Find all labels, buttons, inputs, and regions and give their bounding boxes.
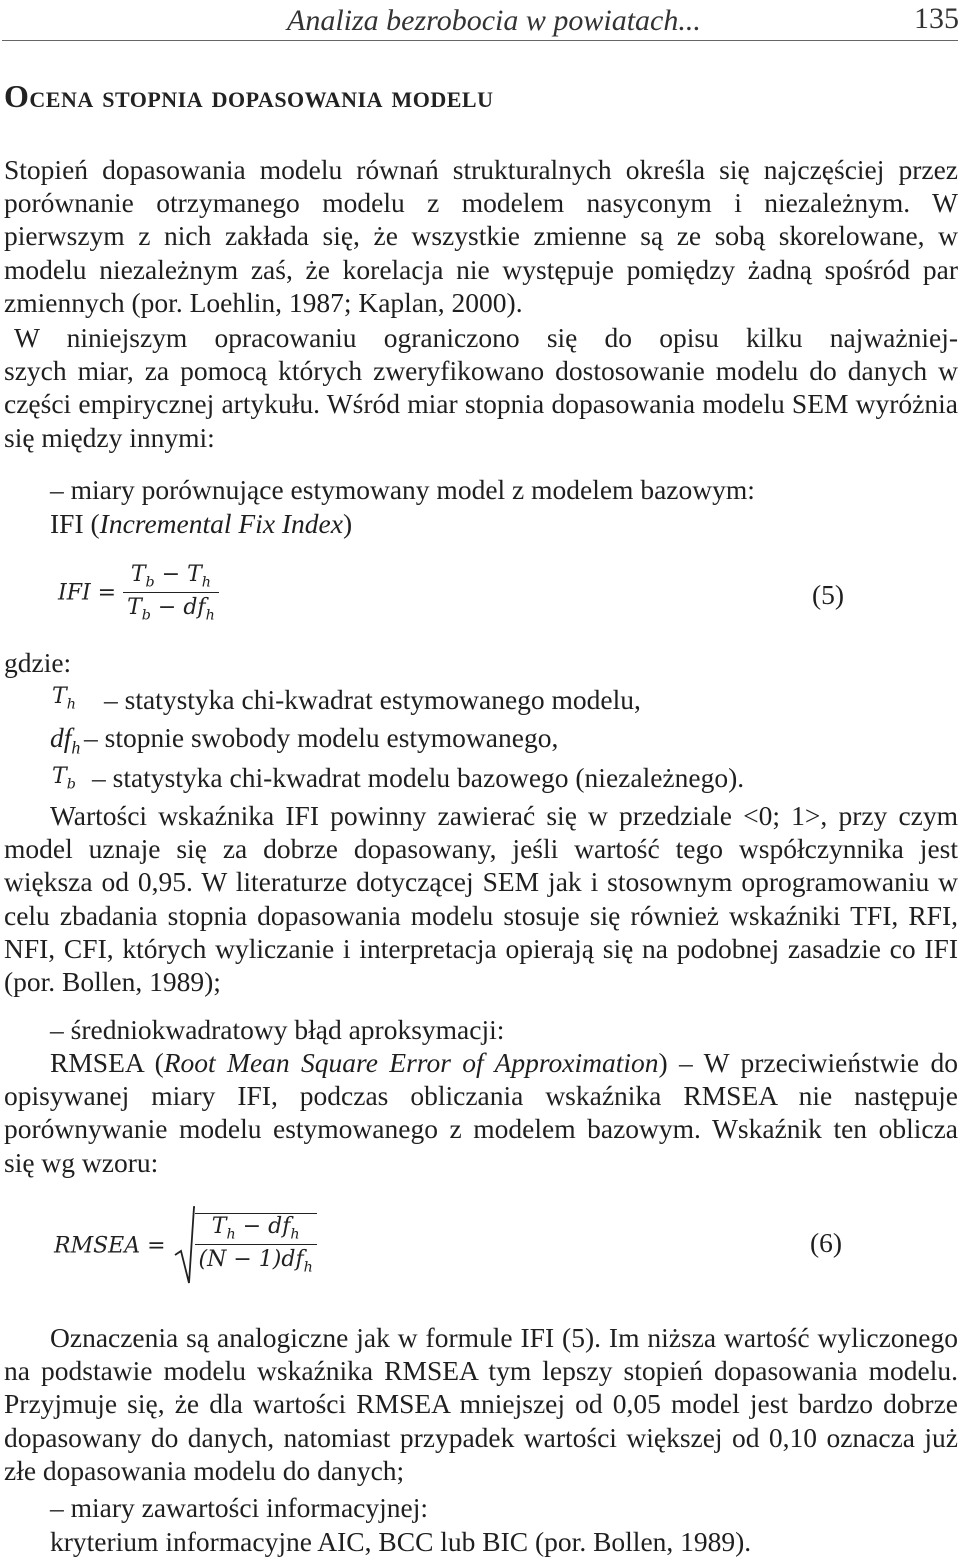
def-symbol-tb: $T_b$ bbox=[52, 764, 76, 793]
where-label: gdzie: bbox=[4, 647, 72, 678]
section-heading: Ocena stopnia dopasowania modelu bbox=[4, 78, 494, 114]
header-rule bbox=[2, 40, 958, 41]
ifi-def-italic: Incremental Fix Index bbox=[99, 508, 343, 539]
paragraph-measures-rest: szych miar, za pomocą których zweryfikowano dostosowanie modelu do danych w części empirycznej artykułu. Wśród miar stopnia dopasowania modelu SEM wyróżnia się między innymi: bbox=[4, 355, 958, 453]
eq6-radicand bbox=[195, 1213, 317, 1276]
paragraph-rmsea: RMSEA (Root Mean Square Error of Approximation) – W przeciwieństwie do opisywanej miary IFI, podczas obliczania wskaźnika RMSEA nie następuje porównywanie modelu estymowanego z modelem bazowym. Wskaźnik ten oblicza się wg wzoru: bbox=[4, 1047, 958, 1178]
equation-number-6: (6) bbox=[810, 1227, 843, 1258]
bullet-rmse: – średniokwadratowy błąd aproksymacji: bbox=[50, 1014, 505, 1045]
paragraph-rmsea-interpretation: Oznaczenia są analogiczne jak w formule IFI (5). Im niższa wartość wyliczonego na podstawie modelu wskaźnika RMSEA tym lepszy stopień dopasowania modelu. Przyjmuje się, że dla wartości RMSEA mniejszej od 0,05 model jest bardzo dobrze dopasowany do danych, natomiast przypadek wartości większej od 0,10 oznacza już złe dopasowania modelu do danych; bbox=[4, 1322, 958, 1486]
eq5-lhs: IFI = bbox=[58, 580, 117, 606]
equation-ifi bbox=[58, 562, 219, 624]
running-header bbox=[0, 0, 960, 40]
eq5-denominator: $T_b - df_h$ bbox=[127, 595, 215, 624]
ifi-def-post: ) bbox=[342, 508, 353, 539]
paragraph-ifi-values: Wartości wskaźnika IFI powinny zawierać się w przedziale <0; 1>, przy czym model uznaje się za dobrze dopasowany, jeśli wartość tego współczynnika jest większa od 0,95. W literaturze dotyczącej SEM jak i stosownym oprogramowaniu w celu zbadania stopnia dopasowania modelu stosuje się również wskaźniki TFI, RFI, NFI, CFI, których wyliczanie i interpretacja opierają się na podobnej zasadzie co IFI (por. Bollen, 1989); bbox=[4, 800, 958, 998]
def-symbol-th: $T_h$ bbox=[52, 684, 76, 713]
eq6-fraction bbox=[195, 1214, 317, 1276]
page-number: 135 bbox=[914, 2, 959, 35]
square-root-icon bbox=[173, 1205, 195, 1287]
bullet-information-measures: – miary zawartości informacyjnej: bbox=[50, 1492, 428, 1523]
running-title: Analiza bezrobocia w powiatach... bbox=[287, 4, 701, 37]
paragraph-measures-first-line: W niniejszym opracowaniu ograniczono się do opisu kilku najważniej- bbox=[14, 322, 958, 353]
eq6-denominator: $(N - 1)df_h$ bbox=[198, 1247, 313, 1276]
eq5-numerator: $T_b - T_h$ bbox=[123, 562, 219, 593]
ifi-def-pre: IFI ( bbox=[50, 508, 100, 539]
def-symbol-dfh: $df_h$ bbox=[50, 722, 81, 758]
equation-number-5: (5) bbox=[812, 579, 845, 610]
eq5-fraction bbox=[123, 562, 219, 624]
def-text-tb: – statystyka chi-kwadrat modelu bazowego (niezależnego). bbox=[92, 762, 745, 793]
bullet-comparative-measures: – miary porównujące estymowany model z modelem bazowym: bbox=[50, 474, 755, 505]
def-text-th: – statystyka chi-kwadrat estymowanego modelu, bbox=[104, 684, 641, 715]
paragraph-intro: Stopień dopasowania modelu równań strukturalnych określa się najczęściej przez porównanie otrzymanego modelu z modelem nasyconym i niezależnym. W pierwszym z nich zakłada się, że wszystkie zmienne są ze sobą skorelowane, w modelu niezależnym zaś, że korelacja nie występuje pomiędzy żadną spośród par zmiennych (por. Loehlin, 1987; Kaplan, 2000). bbox=[4, 154, 958, 318]
ifi-definition bbox=[50, 508, 352, 540]
paragraph-measures bbox=[4, 321, 958, 454]
def-text-dfh: – stopnie swobody modelu estymowanego, bbox=[84, 722, 559, 753]
information-criteria-line: kryterium informacyjne AIC, BCC lub BIC (por. Bollen, 1989). bbox=[50, 1526, 752, 1557]
eq6-lhs: RMSEA = bbox=[54, 1233, 166, 1259]
equation-rmsea bbox=[54, 1205, 317, 1287]
eq6-numerator: $T_h - df_h$ bbox=[195, 1214, 317, 1245]
